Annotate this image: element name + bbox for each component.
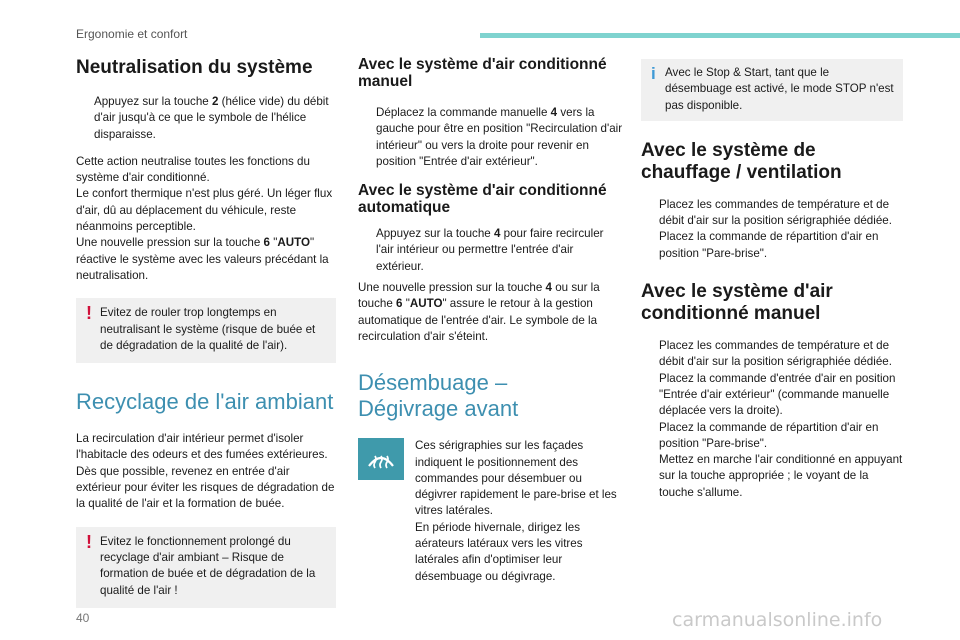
header-accent-bar (480, 33, 960, 38)
heading-clim-manuel-2: Avec le système d'air conditionné manuel (641, 281, 833, 325)
page-number: 40 (76, 611, 90, 625)
column-1 (76, 50, 336, 608)
paragraph: La recirculation d'air intérieur permet d'isoler l'habitacle des odeurs et des fumées extérieures. (76, 432, 328, 462)
paragraph: Ces sérigraphies sur les façades indiquent le positionnement des commandes pour désembuer ou dégivrer rapidement le pare-brise et les vitres latérales. (415, 439, 617, 518)
bullet-item: Placez la commande d'entrée d'air en position "Entrée d'air extérieur" (commande manuelle déplacée vers la droite). (659, 371, 896, 418)
bullet-item: Placez la commande de répartition d'air en position "Pare-brise". (659, 230, 879, 260)
bullet-item: Placez la commande de répartition d'air en position "Pare-brise". (659, 420, 879, 450)
paragraph: Une nouvelle pression sur la touche 4 ou sur la touche 6 "AUTO" assure le retour à la gestion automatique de l'entrée d'air. Le symbole de la recirculation d'air s'éteint. (358, 281, 600, 343)
heading-clim-manuel: Avec le système d'air conditionné manuel (358, 56, 607, 90)
paragraph: Dès que possible, revenez en entrée d'air extérieur pour éviter les risques de dégradation de la qualité de l'air et la formation de buée. (76, 464, 335, 511)
defrost-section (358, 438, 623, 585)
warning-icon: ! (86, 531, 92, 552)
section-title: Ergonomie et confort (76, 27, 188, 41)
heading-recyclage: Recyclage de l'air ambiant (76, 389, 334, 415)
bullet-item: Placez les commandes de température et de débit d'air sur la position sérigraphiée dédiée. (659, 339, 892, 369)
bullet-item: Appuyez sur la touche 2 (hélice vide) du débit d'air jusqu'à ce que le symbole de l'hélice disparaisse. (94, 95, 329, 141)
bullet-item: Mettez en marche l'air conditionné en appuyant sur la touche appropriée ; le voyant de la touche s'allume. (659, 453, 903, 499)
heading-chauffage: Avec le système de chauffage / ventilation (641, 139, 842, 183)
heading-neutralisation: Neutralisation du système (76, 57, 313, 78)
watermark: carmanualsonline.info (672, 609, 883, 631)
heading-desembuage: Désembuage – Dégivrage avant (358, 370, 519, 422)
warning-box: ! Evitez le fonctionnement prolongé du recyclage d'air ambiant – Risque de formation de buée et de dégradation de la qualité de l'air ! (76, 527, 336, 608)
warning-box: ! Evitez de rouler trop longtemps en neutralisant le système (risque de buée et de dégradation de la qualité de l'air). (76, 298, 336, 363)
defrost-icon (358, 438, 404, 480)
paragraph: Cette action neutralise toutes les fonctions du système d'air conditionné. (76, 154, 310, 185)
bullet-item: Placez les commandes de température et de débit d'air sur la position sérigraphiée dédiée. (659, 197, 892, 228)
warning-icon: ! (86, 303, 92, 324)
paragraph: Une nouvelle pression sur la touche 6 "AUTO" réactive le système avec les valeurs précédant la neutralisation. (76, 236, 329, 282)
paragraph: En période hivernale, dirigez les aérateurs latéraux vers les vitres latérales afin d'optimiser leur désembuage ou dégivrage. (415, 520, 583, 583)
column-2 (358, 50, 623, 585)
bullet-item: Déplacez la commande manuelle 4 vers la gauche pour être en position "Recirculation d'air intérieur" ou vers la droite pour revenir en position "Entrée d'air extérieur". (376, 106, 623, 168)
column-3 (641, 50, 903, 501)
info-box: i Avec le Stop & Start, tant que le désembuage est activé, le mode STOP n'est pas disponible. (641, 59, 903, 121)
page-header (0, 0, 960, 44)
info-icon: i (651, 64, 656, 83)
heading-clim-auto: Avec le système d'air conditionné automatique (358, 182, 607, 217)
paragraph: Le confort thermique n'est plus géré. Un léger flux d'air, dû au déplacement du véhicule, reste néanmoins perceptible. (76, 187, 333, 234)
bullet-item: Appuyez sur la touche 4 pour faire recirculer l'air intérieur ou permettre l'entrée d'air extérieur. (376, 227, 604, 273)
